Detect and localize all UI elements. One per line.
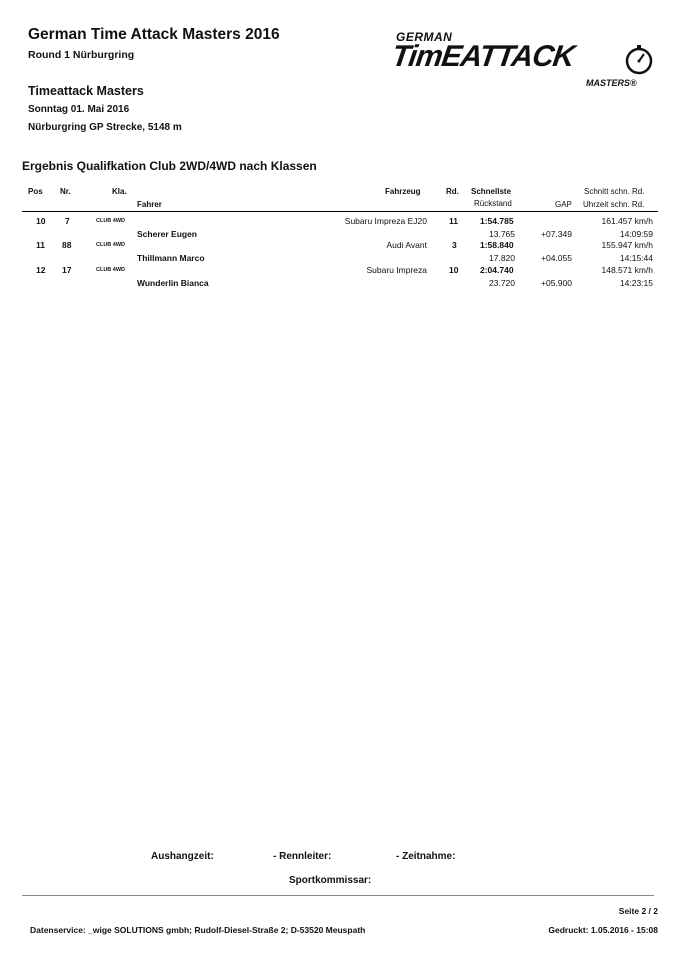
row-nr: 88 — [62, 240, 72, 250]
row-nr: 17 — [62, 265, 72, 275]
row-schnitt: 155.947 km/h — [601, 240, 653, 250]
row-rueckstand: 17.820 — [489, 253, 515, 263]
row-schnitt: 161.457 km/h — [601, 216, 653, 226]
col-uhrzeit: Uhrzeit schn. Rd. — [583, 200, 645, 209]
row-rd: 3 — [452, 240, 457, 250]
row-uhrzeit: 14:09:59 — [619, 229, 653, 239]
round-subtitle: Round 1 Nürburgring — [28, 49, 135, 61]
page-number: Seite 2 / 2 — [618, 906, 658, 916]
col-schnitt: Schnitt schn. Rd. — [584, 187, 645, 196]
col-fahrer: Fahrer — [137, 200, 162, 209]
data-service-info: Datenservice: _wige SOLUTIONS gmbh; Rudolf-Diesel-Straße 2; D-53520 Meuspath — [30, 925, 366, 935]
signature-sportkommissar: Sportkommissar: — [289, 875, 372, 886]
row-schnellste: 2:04.740 — [480, 265, 514, 275]
logo-main-text: TimEATTACK — [389, 40, 577, 73]
col-pos: Pos — [28, 187, 43, 196]
row-pos: 11 — [36, 240, 45, 250]
col-rueckstand: Rückstand — [474, 199, 512, 208]
row-uhrzeit: 14:15:44 — [619, 253, 653, 263]
signature-rennleiter: - Rennleiter: — [273, 851, 332, 862]
col-kla: Kla. — [112, 187, 127, 196]
row-gap: +07.349 — [541, 229, 572, 239]
col-fahrzeug: Fahrzeug — [385, 187, 421, 196]
signature-aushangzeit: Aushangzeit: — [151, 851, 214, 862]
logo-bottom-text: MASTERS® — [586, 78, 637, 88]
col-gap: GAP — [555, 200, 572, 209]
event-date: Sonntag 01. Mai 2016 — [28, 104, 130, 115]
row-fahrzeug: Subaru Impreza EJ20 — [344, 216, 427, 226]
series-name: Timeattack Masters — [28, 84, 144, 98]
stopwatch-icon — [623, 44, 655, 76]
row-gap: +05.900 — [541, 278, 572, 288]
row-fahrzeug: Audi Avant — [386, 240, 427, 250]
row-kla: CLUB 4WD — [96, 218, 126, 224]
row-gap: +04.055 — [541, 253, 572, 263]
col-schnellste: Schnellste — [471, 187, 512, 196]
row-nr: 7 — [65, 216, 70, 226]
row-fahrer: Wunderlin Bianca — [137, 278, 209, 288]
signature-zeitnahme: - Zeitnahme: — [396, 851, 456, 862]
row-fahrzeug: Subaru Impreza — [366, 265, 427, 275]
row-fahrer: Thillmann Marco — [137, 253, 205, 263]
row-rd: 11 — [449, 216, 458, 226]
logo — [388, 30, 660, 94]
row-kla: CLUB 4WD — [96, 267, 126, 273]
row-rd: 10 — [449, 265, 459, 275]
row-pos: 12 — [36, 265, 46, 275]
row-uhrzeit: 14:23:15 — [619, 278, 653, 288]
page-title: German Time Attack Masters 2016 — [28, 26, 280, 43]
row-kla: CLUB 4WD — [96, 242, 126, 248]
logo-top-text: GERMAN — [396, 30, 453, 44]
col-nr: Nr. — [60, 187, 71, 196]
row-pos: 10 — [36, 216, 46, 226]
row-rueckstand: 13.765 — [489, 229, 515, 239]
result-title: Ergebnis Qualifkation Club 2WD/4WD nach Klassen — [22, 159, 317, 173]
printed-timestamp: Gedruckt: 1.05.2016 - 15:08 — [548, 925, 658, 935]
row-rueckstand: 23.720 — [489, 278, 515, 288]
header-divider — [22, 211, 658, 212]
col-rd: Rd. — [446, 187, 459, 196]
track-info: Nürburgring GP Strecke, 5148 m — [28, 122, 182, 133]
row-schnellste: 1:58.840 — [480, 240, 514, 250]
row-schnellste: 1:54.785 — [480, 216, 514, 226]
row-schnitt: 148.571 km/h — [601, 265, 653, 275]
footer-divider — [22, 895, 654, 896]
row-fahrer: Scherer Eugen — [137, 229, 197, 239]
